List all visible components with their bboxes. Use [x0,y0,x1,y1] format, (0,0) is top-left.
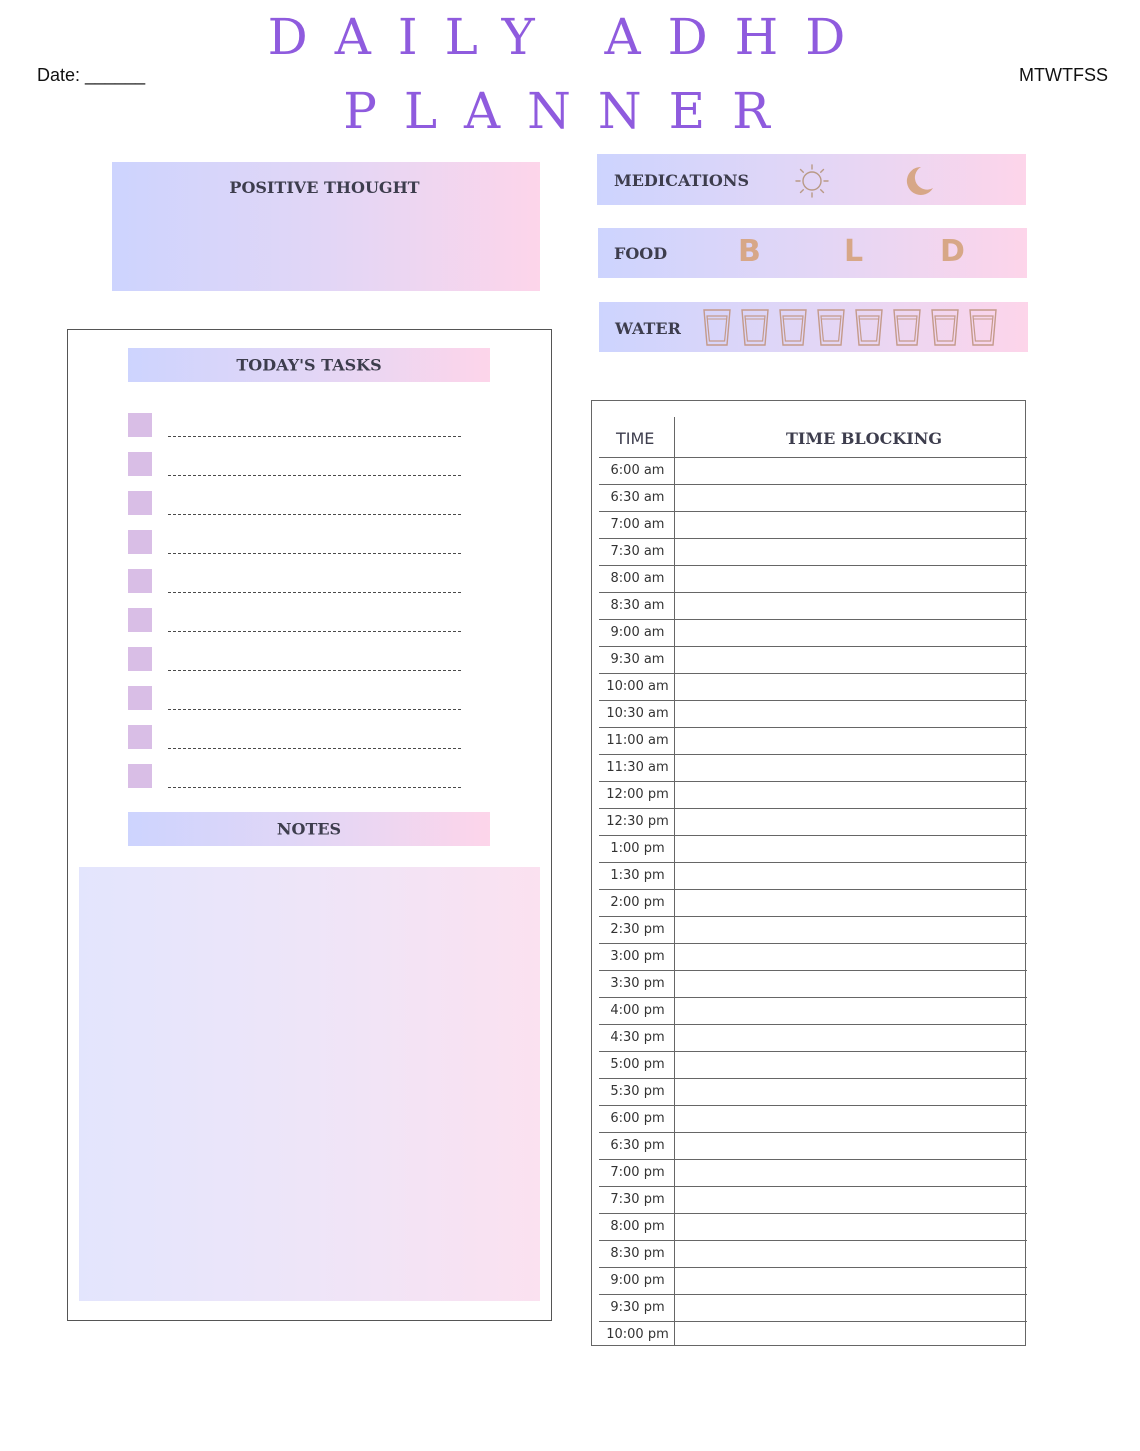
food-label: FOOD [614,244,668,263]
time-row[interactable] [599,646,1027,673]
task-line[interactable] [168,787,461,788]
water-glass-icon[interactable] [930,307,960,347]
title-line-2: PLANNER [343,82,797,140]
sun-icon[interactable] [794,163,830,199]
time-row[interactable] [599,619,1027,646]
time-slot-label: 5:00 pm [610,1057,665,1072]
tasks-label: TODAY'S TASKS [236,355,382,375]
time-row[interactable] [599,970,1027,997]
time-slot-label: 6:30 pm [610,1138,665,1153]
time-slot-label: 8:30 pm [610,1246,665,1261]
water-glass-icon[interactable] [740,307,770,347]
task-checkbox[interactable] [128,569,152,593]
time-slot-label: 12:30 pm [606,814,669,829]
time-slot-label: 7:30 pm [610,1192,665,1207]
task-checkbox[interactable] [128,725,152,749]
tasks-header [128,348,490,382]
notes-header [128,812,490,846]
time-row[interactable] [599,1078,1027,1105]
task-line[interactable] [168,709,461,710]
time-row[interactable] [599,1051,1027,1078]
time-row[interactable] [599,1240,1027,1267]
time-slot-label: 5:30 pm [610,1084,665,1099]
time-row[interactable] [599,565,1027,592]
time-row[interactable] [599,457,1027,484]
date-field[interactable]: Date: ______ [37,65,146,85]
medications-label: MEDICATIONS [614,171,750,190]
time-row[interactable] [599,889,1027,916]
time-row[interactable] [599,1186,1027,1213]
time-slot-label: 10:00 am [606,679,669,694]
breakfast-marker[interactable]: B [738,234,761,269]
time-slot-label: 9:30 pm [610,1300,665,1315]
time-slot-label: 6:00 am [610,463,665,478]
time-slot-label: 8:00 am [610,571,665,586]
time-slot-label: 4:30 pm [610,1030,665,1045]
time-slot-label: 10:00 pm [606,1327,669,1342]
time-row[interactable] [599,916,1027,943]
task-checkbox[interactable] [128,764,152,788]
positive-thought-box[interactable] [112,162,540,291]
time-slot-label: 8:00 pm [610,1219,665,1234]
title-line-1: DAILY ADHD [267,8,873,66]
time-slot-label: 11:30 am [606,760,669,775]
task-line[interactable] [168,436,461,437]
time-row[interactable] [599,1159,1027,1186]
task-checkbox[interactable] [128,608,152,632]
time-slot-label: 4:00 pm [610,1003,665,1018]
time-slot-label: 1:30 pm [610,868,665,883]
time-row[interactable] [599,1321,1027,1348]
task-checkbox[interactable] [128,491,152,515]
time-row[interactable] [599,1024,1027,1051]
time-slot-label: 12:00 pm [606,787,669,802]
notes-area[interactable] [79,867,540,1301]
notes-label: NOTES [276,819,342,839]
time-row[interactable] [599,673,1027,700]
task-line[interactable] [168,475,461,476]
time-row[interactable] [599,511,1027,538]
time-slot-label: 7:30 am [610,544,665,559]
positive-thought-label: POSITIVE THOUGHT [229,178,420,197]
task-line[interactable] [168,670,461,671]
water-glass-icon[interactable] [816,307,846,347]
time-slot-label: 6:00 pm [610,1111,665,1126]
water-glasses [702,307,1012,347]
task-line[interactable] [168,631,461,632]
time-row[interactable] [599,484,1027,511]
time-slot-label: 11:00 am [606,733,669,748]
time-slot-label: 3:00 pm [610,949,665,964]
moon-icon[interactable] [902,164,936,198]
time-slot-label: 2:00 pm [610,895,665,910]
water-glass-icon[interactable] [778,307,808,347]
time-slot-label: 9:00 am [610,625,665,640]
time-blocking-column-header: TIME BLOCKING [786,429,942,448]
time-row[interactable] [599,997,1027,1024]
task-checkbox[interactable] [128,530,152,554]
time-slot-label: 1:00 pm [610,841,665,856]
water-glass-icon[interactable] [854,307,884,347]
task-checkbox[interactable] [128,452,152,476]
time-slot-label: 8:30 am [610,598,665,613]
time-row[interactable] [599,538,1027,565]
time-slot-label: 9:30 am [610,652,665,667]
time-row[interactable] [599,943,1027,970]
time-slot-label: 7:00 pm [610,1165,665,1180]
time-slot-label: 2:30 pm [610,922,665,937]
water-glass-icon[interactable] [968,307,998,347]
time-blocking-table [591,400,1026,1346]
dinner-marker[interactable]: D [940,234,965,269]
task-checkbox[interactable] [128,647,152,671]
time-row[interactable] [599,1105,1027,1132]
time-slot-label: 3:30 pm [610,976,665,991]
time-row[interactable] [599,835,1027,862]
task-line[interactable] [168,748,461,749]
food-bar [598,228,1027,278]
task-checkbox[interactable] [128,686,152,710]
time-column-header: TIME [616,429,655,448]
medications-bar [597,154,1026,205]
time-row[interactable] [599,754,1027,781]
time-row[interactable] [599,1294,1027,1321]
task-checkbox[interactable] [128,413,152,437]
time-row[interactable] [599,592,1027,619]
time-row[interactable] [599,862,1027,889]
time-row[interactable] [599,1267,1027,1294]
weekday-selector[interactable]: MTWTFSS [1019,65,1108,85]
water-glass-icon[interactable] [702,307,732,347]
lunch-marker[interactable]: L [844,234,864,269]
time-slot-label: 9:00 pm [610,1273,665,1288]
time-row[interactable] [599,700,1027,727]
time-slot-label: 10:30 am [606,706,669,721]
water-glass-icon[interactable] [892,307,922,347]
task-line[interactable] [168,553,461,554]
time-row[interactable] [599,1132,1027,1159]
time-slot-label: 6:30 am [610,490,665,505]
water-bar [599,302,1028,352]
water-label: WATER [615,319,681,338]
time-row[interactable] [599,1213,1027,1240]
task-line[interactable] [168,514,461,515]
time-row[interactable] [599,781,1027,808]
time-row[interactable] [599,808,1027,835]
time-row[interactable] [599,727,1027,754]
task-line[interactable] [168,592,461,593]
time-slot-label: 7:00 am [610,517,665,532]
